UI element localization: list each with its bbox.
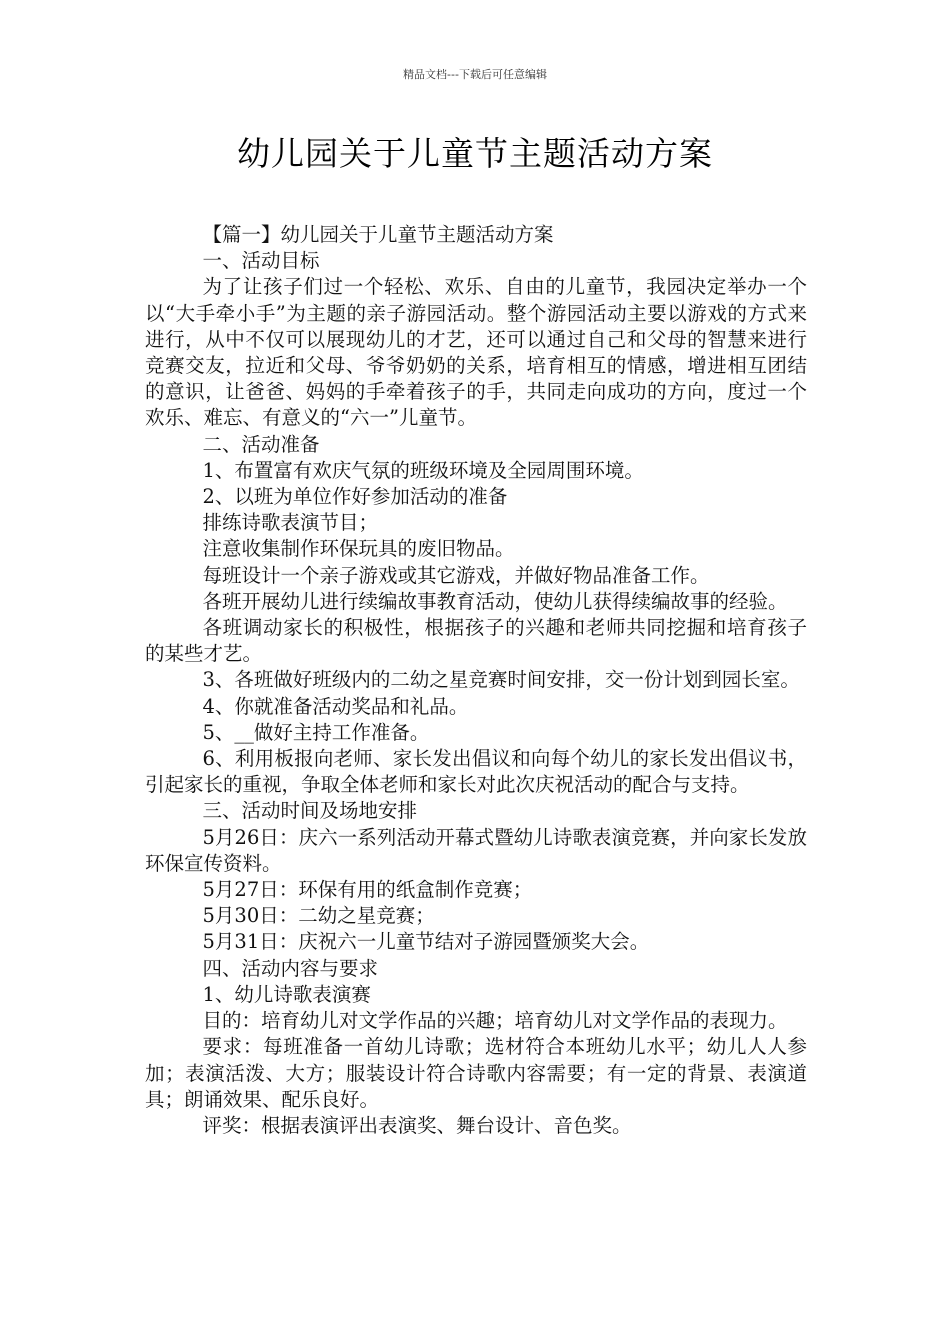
- paragraph-prep-2: 2、以班为单位作好参加活动的准备: [202, 485, 508, 509]
- paragraph-prep-1: 1、布置富有欢庆气氛的班级环境及全园周围环境。: [202, 458, 644, 482]
- heading-content-requirements: 四、活动内容与要求: [202, 956, 379, 980]
- heading-poetry-contest: 1、幼儿诗歌表演赛: [202, 982, 371, 1006]
- schedule-may-30: 5月30日：二幼之星竞赛；: [202, 904, 435, 928]
- document-body: [145, 222, 807, 1139]
- paragraph-requirements: 要求：每班准备一首幼儿诗歌；选材符合本班幼儿水平；幼儿人人参加；表演活泼、大方；服装设计符合诗歌内容需要；有一定的背景、表演道具；朗诵效果、配乐良好。: [145, 1035, 807, 1111]
- schedule-may-31: 5月31日：庆祝六一儿童节结对子游园暨颁奖大会。: [202, 930, 650, 954]
- heading-activity-goals: 一、活动目标: [202, 249, 320, 273]
- paragraph-prep-parents: 各班调动家长的积极性，根据孩子的兴趣和老师共同挖掘和培育孩子的某些才艺。: [145, 616, 807, 666]
- paragraph-prep-stories: 各班开展幼儿进行续编故事教育活动，使幼儿获得续编故事的经验。: [202, 589, 788, 613]
- paragraph-awards: 评奖：根据表演评出表演奖、舞台设计、音色奖。: [202, 1113, 632, 1137]
- paragraph-goals: 为了让孩子们过一个轻松、欢乐、自由的儿童节，我园决定举办一个以“大手牵小手”为主题的亲子游园活动。整个游园活动主要以游戏的方式来进行，从中不仅可以展现幼儿的才艺，还可以通过自己和父母的智慧来进行竞赛交友，拉近和父母、爷爷奶奶的关系，培育相互的情感，增进相互团结的意识，让爸爸、妈妈的手牵着孩子的手，共同走向成功的方向，度过一个欢乐、难忘、有意义的“六一”儿童节。: [145, 275, 807, 430]
- heading-activity-preparation: 二、活动准备: [202, 432, 320, 456]
- paragraph-prep-games: 每班设计一个亲子游戏或其它游戏，并做好物品准备工作。: [202, 563, 710, 587]
- schedule-may-26: 5月26日：庆六一系列活动开幕式暨幼儿诗歌表演竞赛，并向家长发放环保宣传资料。: [145, 825, 807, 875]
- paragraph-prep-5: 5、__做好主持工作准备。: [202, 720, 430, 744]
- section-heading-part-one: 【篇一】幼儿园关于儿童节主题活动方案: [202, 223, 554, 246]
- header-note: 精品文档---下载后可任意编辑: [403, 68, 547, 81]
- paragraph-prep-6: 6、利用板报向老师、家长发出倡议和向每个幼儿的家长发出倡议书，引起家长的重视，争取全体老师和家长对此次庆祝活动的配合与支持。: [145, 747, 807, 797]
- paragraph-prep-4: 4、你就准备活动奖品和礼品。: [202, 694, 469, 718]
- paragraph-purpose: 目的：培育幼儿对文学作品的兴趣；培育幼儿对文学作品的表现力。: [202, 1009, 788, 1033]
- paragraph-prep-rehearse: 排练诗歌表演节目；: [202, 511, 379, 535]
- heading-schedule: 三、活动时间及场地安排: [202, 799, 418, 823]
- paragraph-prep-3: 3、各班做好班级内的二幼之星竞赛时间安排，交一份计划到园长室。: [202, 668, 800, 692]
- schedule-may-27: 5月27日：环保有用的纸盒制作竞赛；: [202, 878, 533, 902]
- paragraph-prep-collect: 注意收集制作环保玩具的废旧物品。: [202, 537, 515, 561]
- document-title: 幼儿园关于儿童节主题活动方案: [237, 134, 713, 173]
